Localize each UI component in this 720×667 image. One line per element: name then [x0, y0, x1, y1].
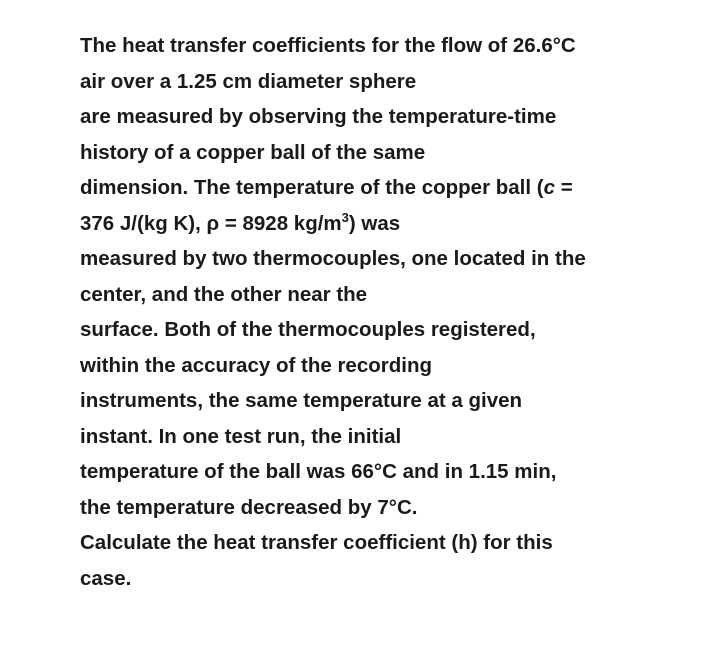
- text-segment: ) was: [348, 211, 401, 235]
- text-line: The heat transfer coefficients for the flow of 26.6°C: [80, 34, 576, 57]
- text-line: case.: [80, 566, 132, 590]
- text-line: instruments, the same temperature at a given: [80, 389, 523, 412]
- text-segment: 376 J/(kg K), ρ = 8928 kg/m: [80, 211, 342, 235]
- superscript: 3: [341, 209, 349, 225]
- text-line: within the accuracy of the recording: [80, 353, 432, 377]
- text-line: [80, 206, 700, 242]
- text-segment: =: [555, 176, 573, 199]
- text-line: [80, 170, 700, 206]
- text-line: history of a copper ball of the same: [80, 140, 426, 164]
- text-line: Calculate the heat transfer coefficient (h) for this: [80, 531, 553, 554]
- text-segment: dimension. The temperature of the copper ball (: [80, 176, 544, 199]
- text-line: the temperature decreased by 7°C.: [80, 495, 418, 519]
- text-line: are measured by observing the temperature-time: [80, 105, 557, 128]
- text-line: surface. Both of the thermocouples registered,: [80, 318, 536, 341]
- problem-text: [80, 28, 700, 596]
- text-line: measured by two thermocouples, one located in the: [80, 247, 586, 270]
- text-line: temperature of the ball was 66°C and in 1.15 min,: [80, 460, 557, 483]
- text-line: center, and the other near the: [80, 282, 368, 306]
- text-line: instant. In one test run, the initial: [80, 424, 402, 448]
- specific-heat-symbol: c: [543, 176, 555, 199]
- text-line: air over a 1.25 cm diameter sphere: [80, 69, 417, 93]
